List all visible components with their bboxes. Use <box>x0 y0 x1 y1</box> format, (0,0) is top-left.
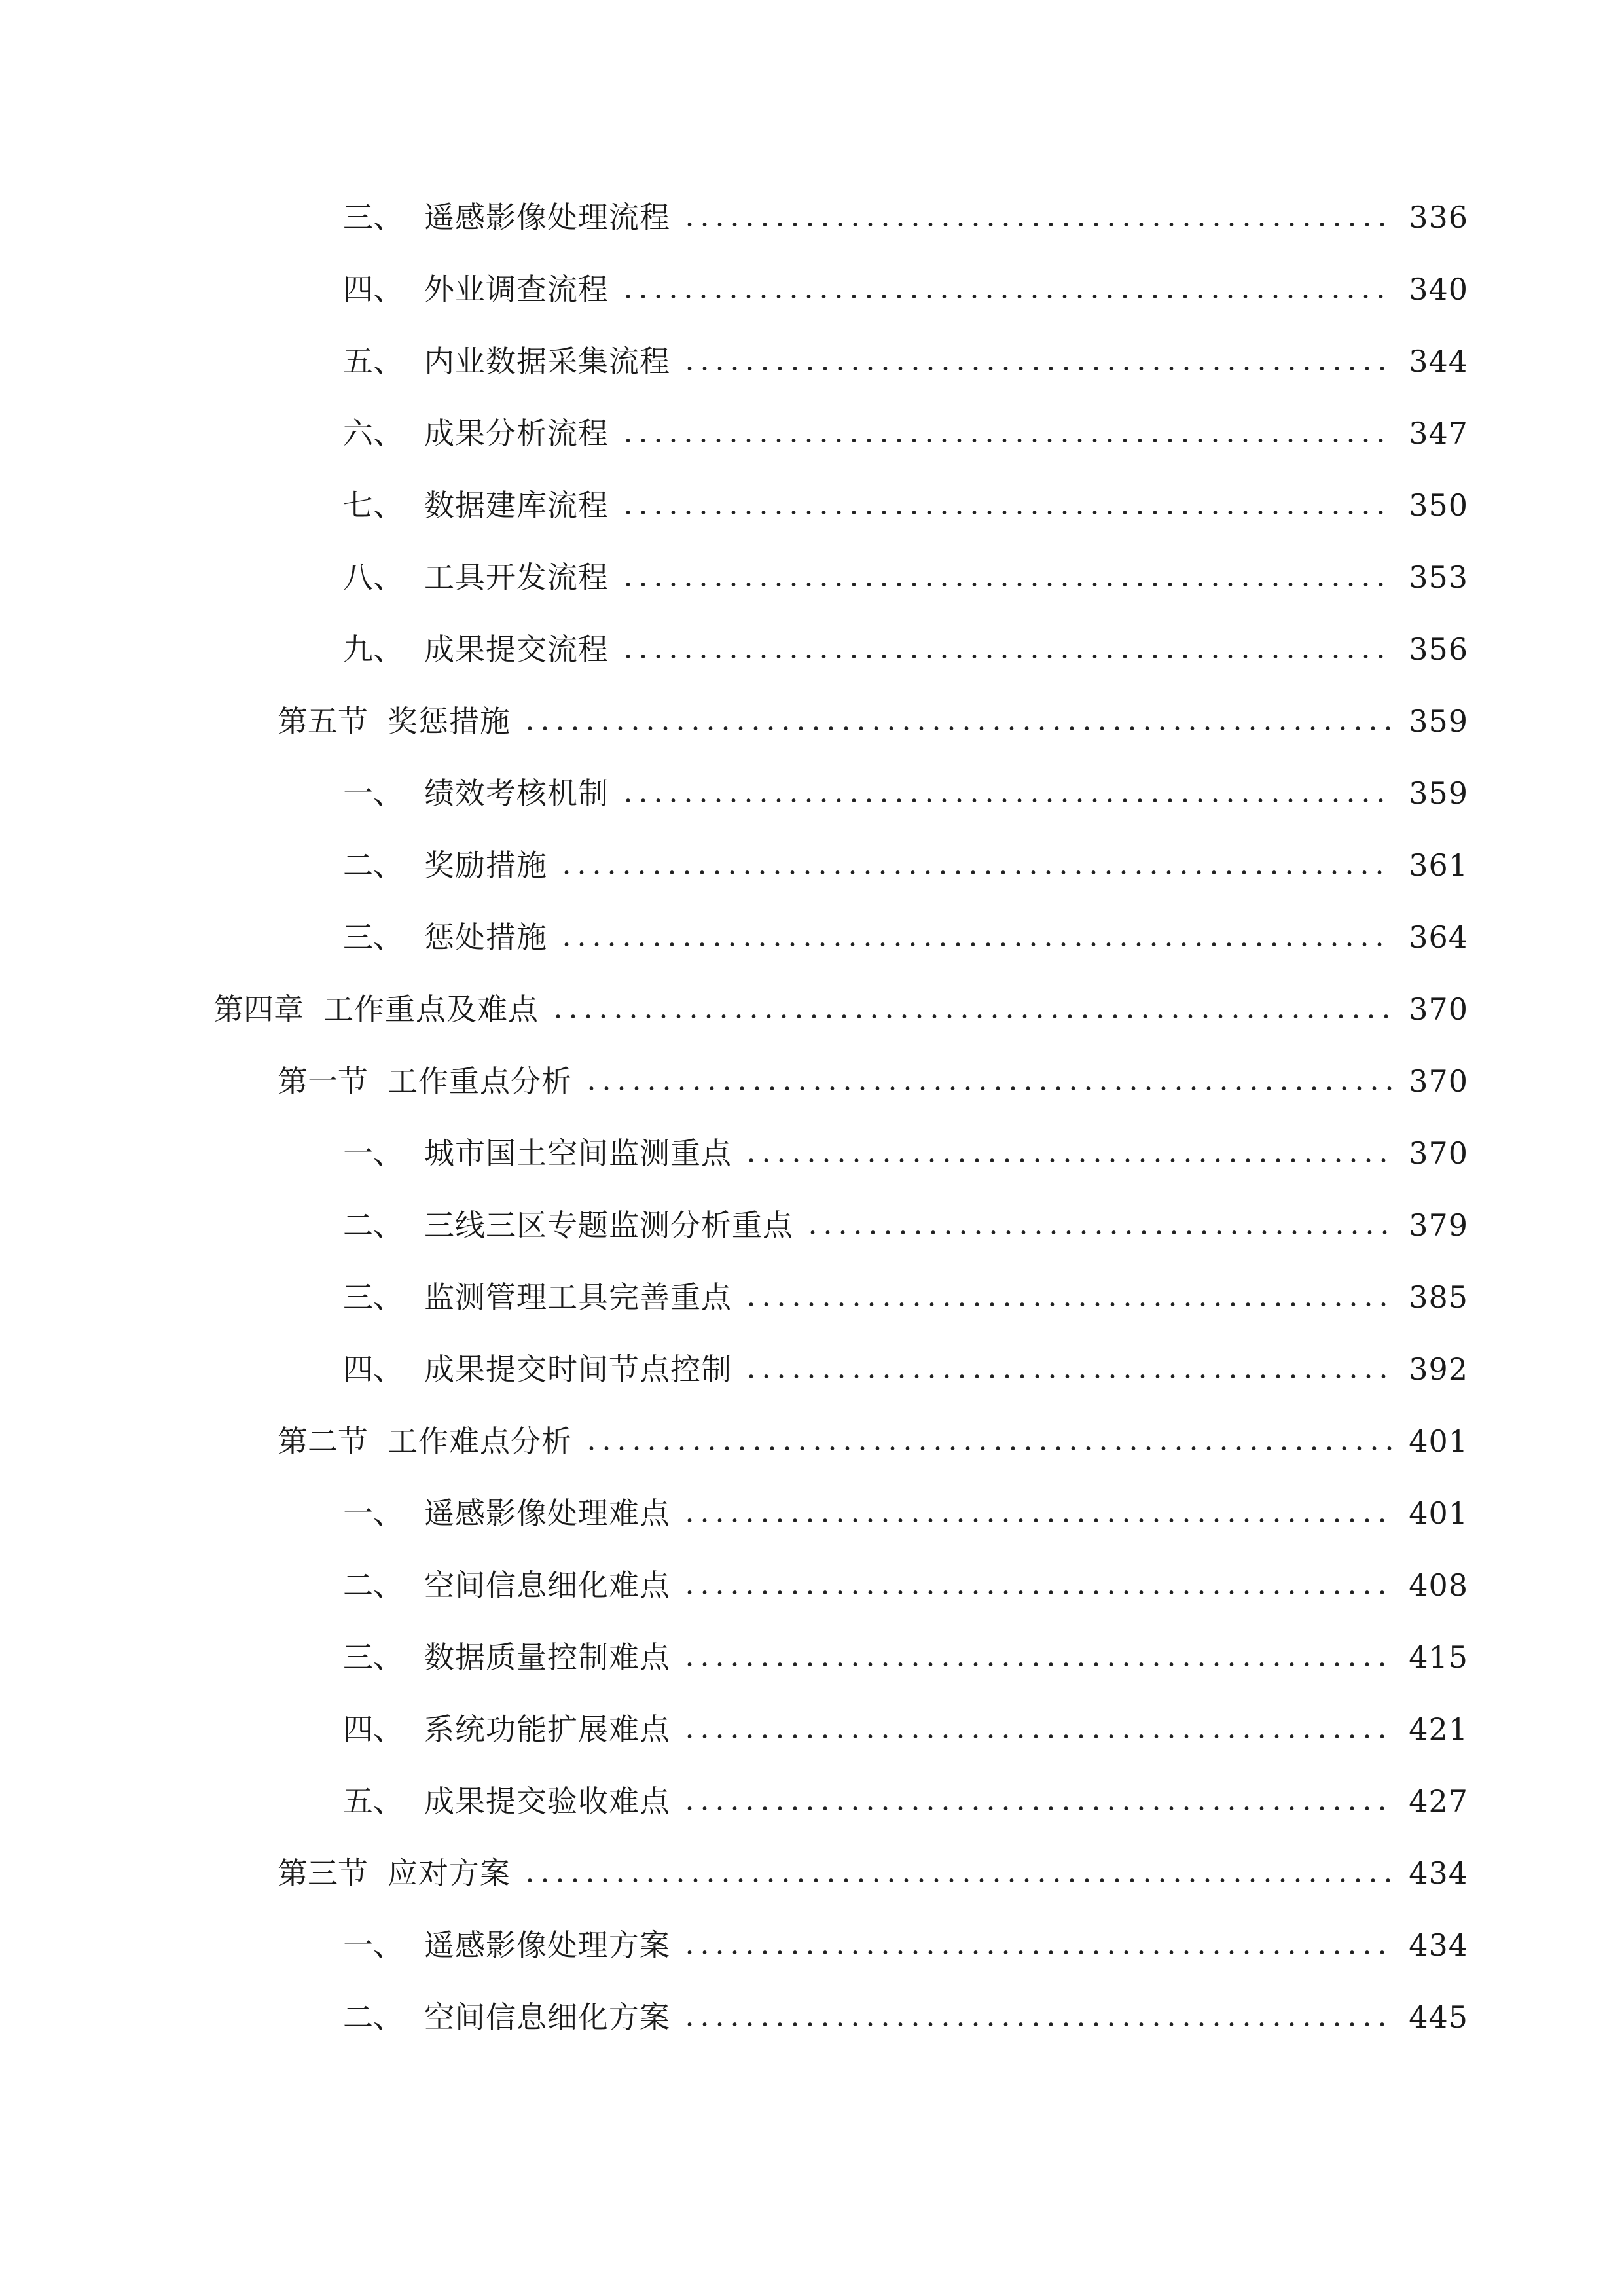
entry-page-number: 434 <box>1409 1856 1468 1891</box>
entry-number: 七、 <box>343 488 403 523</box>
entry-number: 第五节 <box>278 704 368 739</box>
entry-number: 二、 <box>343 1208 403 1243</box>
toc-entry[interactable] <box>343 1343 1468 1395</box>
dot-leader <box>744 1302 1392 1306</box>
dot-leader <box>682 223 1392 226</box>
entry-page-number: 347 <box>1409 416 1468 451</box>
entry-title: 奖惩措施 <box>388 704 511 739</box>
toc-entry-section[interactable] <box>278 1847 1468 1899</box>
toc-entry[interactable] <box>343 1127 1468 1179</box>
toc-entry[interactable] <box>343 1199 1468 1251</box>
dot-leader <box>584 1446 1392 1450</box>
dot-leader <box>682 367 1392 370</box>
entry-number: 四、 <box>343 1352 403 1387</box>
entry-page-number: 350 <box>1409 488 1468 523</box>
entry-page-number: 361 <box>1409 848 1468 883</box>
entry-title: 工作重点及难点 <box>323 992 539 1027</box>
dot-leader <box>805 1230 1392 1234</box>
toc-entry[interactable] <box>343 191 1468 243</box>
toc-entry[interactable] <box>343 1775 1468 1827</box>
entry-page-number: 415 <box>1409 1640 1468 1675</box>
entry-number: 一、 <box>343 1496 403 1531</box>
entry-title: 成果提交时间节点控制 <box>424 1352 732 1387</box>
toc-entry[interactable] <box>343 1559 1468 1611</box>
entry-title: 数据建库流程 <box>424 488 609 523</box>
entry-title: 三线三区专题监测分析重点 <box>424 1208 793 1243</box>
entry-number: 三、 <box>343 920 403 955</box>
dot-leader <box>682 1950 1392 1954</box>
entry-page-number: 356 <box>1409 632 1468 667</box>
entry-page-number: 353 <box>1409 560 1468 595</box>
entry-number: 三、 <box>343 200 403 235</box>
entry-title: 惩处措施 <box>424 920 547 955</box>
entry-title: 成果分析流程 <box>424 416 609 451</box>
entry-page-number: 340 <box>1409 272 1468 307</box>
dot-leader <box>559 942 1392 946</box>
entry-number: 九、 <box>343 632 403 667</box>
dot-leader <box>682 1734 1392 1738</box>
entry-page-number: 401 <box>1409 1496 1468 1531</box>
entry-number: 六、 <box>343 416 403 451</box>
entry-number: 第二节 <box>278 1424 368 1459</box>
entry-page-number: 401 <box>1409 1424 1468 1459</box>
entry-number: 三、 <box>343 1280 403 1315</box>
toc-entry-chapter[interactable] <box>213 983 1468 1035</box>
dot-leader <box>682 1590 1392 1594</box>
entry-title: 外业调查流程 <box>424 272 609 307</box>
toc-entry[interactable] <box>343 1631 1468 1683</box>
entry-title: 成果提交验收难点 <box>424 1784 670 1819</box>
entry-number: 五、 <box>343 1784 403 1819</box>
dot-leader <box>621 583 1392 586</box>
entry-page-number: 370 <box>1409 1136 1468 1171</box>
dot-leader <box>682 1806 1392 1810</box>
entry-page-number: 392 <box>1409 1352 1468 1387</box>
entry-title: 内业数据采集流程 <box>424 344 670 379</box>
entry-page-number: 359 <box>1409 704 1468 739</box>
entry-title: 应对方案 <box>388 1856 511 1891</box>
entry-number: 第三节 <box>278 1856 368 1891</box>
entry-title: 成果提交流程 <box>424 632 609 667</box>
entry-page-number: 370 <box>1409 1064 1468 1099</box>
dot-leader <box>621 511 1392 514</box>
toc-entry[interactable] <box>343 263 1468 315</box>
entry-title: 系统功能扩展难点 <box>424 1712 670 1747</box>
toc-entry[interactable] <box>343 335 1468 387</box>
entry-page-number: 385 <box>1409 1280 1468 1315</box>
entry-page-number: 344 <box>1409 344 1468 379</box>
entry-title: 工作难点分析 <box>388 1424 572 1459</box>
entry-page-number: 445 <box>1409 2000 1468 2035</box>
entry-title: 遥感影像处理难点 <box>424 1496 670 1531</box>
dot-leader <box>559 870 1392 874</box>
entry-page-number: 336 <box>1409 200 1468 235</box>
entry-number: 一、 <box>343 1136 403 1171</box>
toc-entry[interactable] <box>343 1487 1468 1539</box>
entry-page-number: 379 <box>1409 1208 1468 1243</box>
dot-leader <box>744 1158 1392 1162</box>
entry-page-number: 434 <box>1409 1928 1468 1963</box>
entry-title: 工具开发流程 <box>424 560 609 595</box>
entry-title: 奖励措施 <box>424 848 547 883</box>
dot-leader <box>621 655 1392 658</box>
toc-entry[interactable] <box>343 1703 1468 1755</box>
entry-page-number: 359 <box>1409 776 1468 811</box>
toc-entry[interactable] <box>343 1919 1468 1971</box>
dot-leader <box>744 1374 1392 1378</box>
entry-number: 五、 <box>343 344 403 379</box>
dot-leader <box>621 439 1392 442</box>
entry-title: 遥感影像处理方案 <box>424 1928 670 1963</box>
dot-leader <box>522 1878 1392 1882</box>
toc-entry[interactable] <box>343 1991 1468 2043</box>
entry-title: 绩效考核机制 <box>424 776 609 811</box>
entry-number: 一、 <box>343 776 403 811</box>
entry-number: 第一节 <box>278 1064 368 1099</box>
entry-number: 八、 <box>343 560 403 595</box>
entry-page-number: 408 <box>1409 1568 1468 1603</box>
toc-entry[interactable] <box>343 551 1468 603</box>
entry-title: 监测管理工具完善重点 <box>424 1280 732 1315</box>
toc-entry[interactable] <box>343 407 1468 459</box>
toc-entry[interactable] <box>343 911 1468 963</box>
entry-page-number: 427 <box>1409 1784 1468 1819</box>
toc-entry-section[interactable] <box>278 1055 1468 1107</box>
entry-number: 二、 <box>343 848 403 883</box>
entry-number: 二、 <box>343 2000 403 2035</box>
entry-title: 城市国土空间监测重点 <box>424 1136 732 1171</box>
dot-leader <box>621 798 1392 802</box>
toc-entry[interactable] <box>343 839 1468 891</box>
toc-entry[interactable] <box>343 479 1468 531</box>
toc-entry[interactable] <box>343 1271 1468 1323</box>
entry-title: 空间信息细化方案 <box>424 2000 670 2035</box>
dot-leader <box>550 1014 1392 1018</box>
dot-leader <box>682 2022 1392 2026</box>
toc-entry-section[interactable] <box>278 1415 1468 1467</box>
entry-page-number: 364 <box>1409 920 1468 955</box>
entry-number: 二、 <box>343 1568 403 1603</box>
entry-page-number: 370 <box>1409 992 1468 1027</box>
entry-title: 遥感影像处理流程 <box>424 200 670 235</box>
entry-number: 四、 <box>343 1712 403 1747</box>
dot-leader <box>682 1662 1392 1666</box>
entry-title: 数据质量控制难点 <box>424 1640 670 1675</box>
entry-number: 第四章 <box>213 992 304 1027</box>
entry-title: 空间信息细化难点 <box>424 1568 670 1603</box>
entry-number: 三、 <box>343 1640 403 1675</box>
dot-leader <box>682 1518 1392 1522</box>
entry-title: 工作重点分析 <box>388 1064 572 1099</box>
entry-page-number: 421 <box>1409 1712 1468 1747</box>
dot-leader <box>522 726 1392 730</box>
toc-entry[interactable] <box>343 623 1468 675</box>
dot-leader <box>621 295 1392 298</box>
entry-number: 四、 <box>343 272 403 307</box>
entry-number: 一、 <box>343 1928 403 1963</box>
toc-entry[interactable] <box>343 767 1468 819</box>
toc-entry-section[interactable] <box>278 695 1468 747</box>
dot-leader <box>584 1086 1392 1090</box>
